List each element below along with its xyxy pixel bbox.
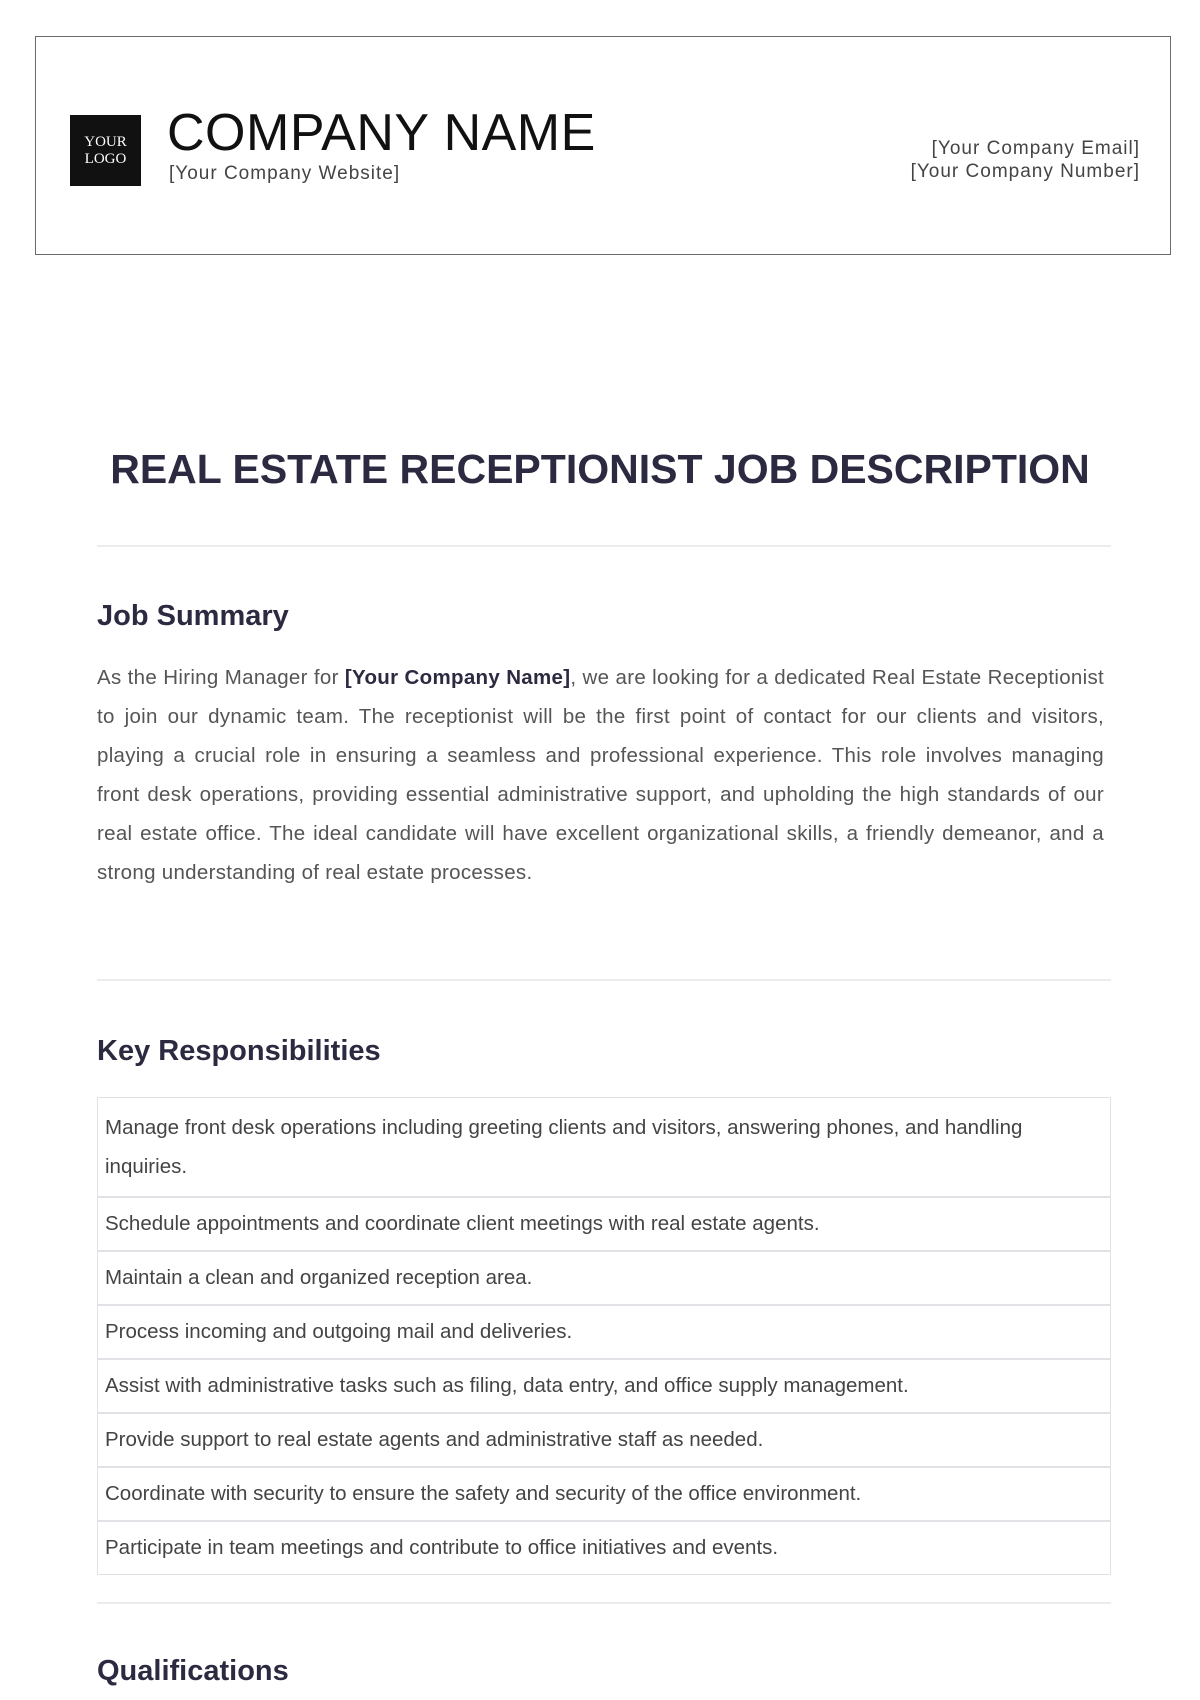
logo-text-line-2: LOGO: [84, 150, 127, 167]
divider: [97, 979, 1111, 981]
table-row: Process incoming and outgoing mail and deliveries.: [98, 1304, 1110, 1358]
company-contact: [911, 137, 1140, 183]
company-name: COMPANY NAME: [167, 104, 596, 162]
company-logo: [70, 115, 141, 186]
document-title: REAL ESTATE RECEPTIONIST JOB DESCRIPTION: [110, 446, 1090, 492]
table-row: Provide support to real estate agents and administrative staff as needed.: [98, 1412, 1110, 1466]
company-website: [Your Company Website]: [169, 163, 401, 184]
divider: [97, 1602, 1111, 1604]
job-summary-text: [97, 658, 1104, 892]
table-row: Manage front desk operations including greeting clients and visitors, answering phones, and handling inquiries.: [105, 1116, 1023, 1178]
logo-text-line-1: YOUR: [84, 133, 127, 150]
letterhead: [35, 36, 1171, 255]
company-name-placeholder: [Your Company Name]: [344, 666, 571, 689]
company-email: [Your Company Email]: [931, 138, 1140, 159]
divider: [97, 545, 1111, 547]
table-row: Participate in team meetings and contribute to office initiatives and events.: [98, 1520, 1110, 1574]
summary-text-rest: , we are looking for a dedicated Real Estate Receptionist to join our dynamic team. The receptionist will be the first point of contact for our clients and visitors, playing a crucial role in ensuring a seamless and professional experience. This role involves managing front desk operations, providing essential administrative support, and upholding the high standards of our real estate office. The ideal candidate will have excellent organizational skills, a friendly demeanor, and a strong understanding of real estate processes.: [97, 666, 1105, 884]
table-row: Maintain a clean and organized reception area.: [98, 1250, 1110, 1304]
responsibilities-table: [97, 1097, 1111, 1575]
table-row: Schedule appointments and coordinate client meetings with real estate agents.: [98, 1196, 1110, 1250]
table-row: Coordinate with security to ensure the safety and security of the office environment.: [98, 1466, 1110, 1520]
company-number: [Your Company Number]: [910, 161, 1140, 182]
summary-text-start: As the Hiring Manager for: [97, 666, 345, 689]
table-row: Assist with administrative tasks such as filing, data entry, and office supply management.: [98, 1358, 1110, 1412]
job-summary-heading: Job Summary: [97, 600, 289, 632]
key-responsibilities-heading: Key Responsibilities: [97, 1035, 381, 1067]
qualifications-heading: Qualifications: [97, 1655, 289, 1687]
